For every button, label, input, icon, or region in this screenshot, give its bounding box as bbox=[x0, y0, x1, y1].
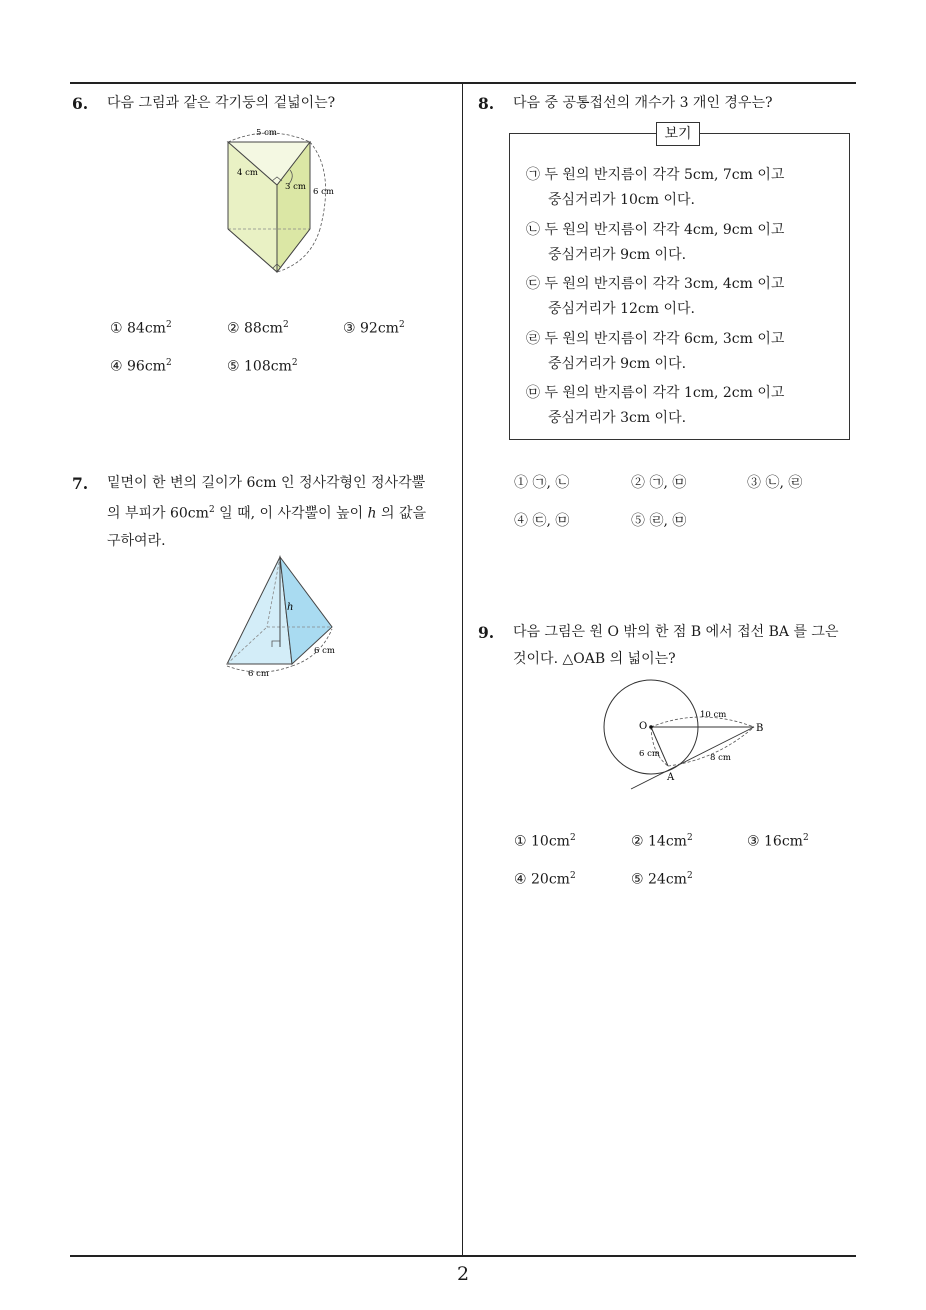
label-3cm: 3 cm bbox=[285, 182, 306, 192]
choice-1[interactable]: ① $10cm^2$ bbox=[514, 833, 576, 850]
question-7 bbox=[72, 470, 457, 555]
label-B: B bbox=[756, 723, 764, 734]
label-O: O bbox=[639, 721, 648, 732]
example-item-2: ㉡ 두 원의 반지름이 각각 4cm, 9cm 이고 중심거리가 9cm 이다. bbox=[526, 222, 785, 263]
question-stem: 밑면이 한 변의 길이가 6cm 인 정사각형인 정사각뿔 의 부피가 $60cm^2$ 일 때, 이 사각뿔이 높이 h 의 값을 구하여라. bbox=[107, 475, 427, 549]
choice-2[interactable]: ② $14cm^2$ bbox=[631, 833, 693, 850]
label-h: h bbox=[287, 602, 294, 613]
prism-figure bbox=[215, 122, 340, 280]
question-number: 9. bbox=[478, 623, 495, 642]
example-item-5: ㉤ 두 원의 반지름이 각각 1cm, 2cm 이고 중심거리가 3cm 이다. bbox=[526, 385, 785, 426]
label-6cm: 6 cm bbox=[639, 749, 660, 759]
choice-3[interactable]: ③ $92cm^2$ bbox=[343, 320, 405, 337]
choice-4[interactable]: ④ $20cm^2$ bbox=[514, 871, 576, 888]
label-A: A bbox=[667, 772, 675, 783]
choice-5[interactable]: ⑤ $24cm^2$ bbox=[631, 871, 693, 888]
example-item-3: ㉢ 두 원의 반지름이 각각 3cm, 4cm 이고 중심거리가 12cm 이다. bbox=[526, 276, 785, 317]
label-6cm: 6 cm bbox=[313, 187, 334, 197]
choice-1[interactable]: ① ㉠, ㉡ bbox=[514, 475, 570, 491]
label-10cm: 10 cm bbox=[700, 710, 727, 720]
column-divider bbox=[462, 82, 463, 1256]
example-box-title: 보기 bbox=[656, 122, 700, 146]
label-6cm-bottom: 6 cm bbox=[248, 669, 269, 679]
label-4cm: 4 cm bbox=[237, 168, 258, 178]
choice-4[interactable]: ④ ㉢, ㉤ bbox=[514, 513, 570, 529]
choice-3[interactable]: ③ $16cm^2$ bbox=[747, 833, 809, 850]
example-item-1: ㉠ 두 원의 반지름이 각각 5cm, 7cm 이고 중심거리가 10cm 이다. bbox=[526, 167, 785, 208]
tangent-figure bbox=[596, 672, 776, 794]
question-stem: 다음 그림과 같은 각기둥의 겉넓이는? bbox=[107, 95, 336, 111]
choice-5[interactable]: ⑤ $108cm^2$ bbox=[227, 358, 298, 375]
pyramid-figure bbox=[220, 552, 350, 680]
question-number: 7. bbox=[72, 474, 89, 493]
choice-3[interactable]: ③ ㉡, ㉣ bbox=[747, 475, 803, 491]
question-number: 8. bbox=[478, 94, 495, 113]
choice-1[interactable]: ① $84cm^2$ bbox=[110, 320, 172, 337]
choice-5[interactable]: ⑤ ㉣, ㉤ bbox=[631, 513, 687, 529]
choice-2[interactable]: ② $88cm^2$ bbox=[227, 320, 289, 337]
example-item-4: ㉣ 두 원의 반지름이 각각 6cm, 3cm 이고 중심거리가 9cm 이다. bbox=[526, 331, 785, 372]
question-stem: 다음 그림은 원 O 밖의 한 점 B 에서 접선 BA 를 그은 것이다. △OAB 의 넓이는? bbox=[513, 624, 839, 667]
question-8 bbox=[478, 90, 858, 117]
bottom-rule bbox=[70, 1255, 856, 1257]
question-6 bbox=[72, 90, 452, 117]
label-6cm-right: 6 cm bbox=[314, 646, 335, 656]
label-8cm: 8 cm bbox=[710, 753, 731, 763]
question-9 bbox=[478, 619, 863, 673]
label-5cm: 5 cm bbox=[256, 128, 277, 138]
page-number: 2 bbox=[456, 1263, 470, 1285]
choice-4[interactable]: ④ $96cm^2$ bbox=[110, 358, 172, 375]
question-number: 6. bbox=[72, 94, 89, 113]
choice-2[interactable]: ② ㉠, ㉤ bbox=[631, 475, 687, 491]
question-stem: 다음 중 공통접선의 개수가 3 개인 경우는? bbox=[513, 95, 773, 111]
